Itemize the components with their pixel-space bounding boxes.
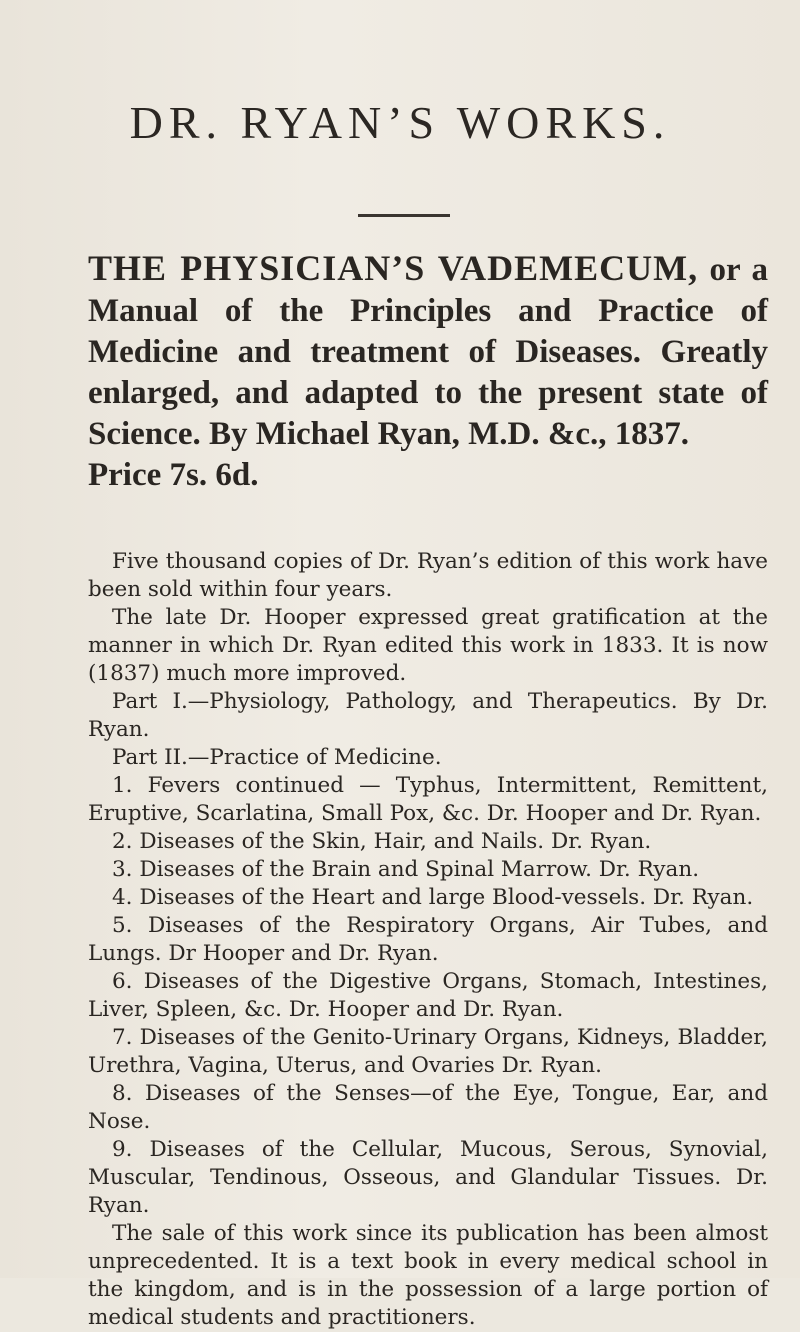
list-item: 2. Diseases of the Skin, Hair, and Nails. Dr. Ryan. (112, 829, 652, 854)
paragraph-part-1: Part I.—Physiology, Pathology, and Therapeutics. By Dr. Ryan. (88, 689, 768, 742)
list-item: 5. Diseases of the Respiratory Organs, Air Tubes, and Lungs. Dr Hooper and Dr. Ryan. (88, 913, 768, 966)
list-item: 7. Diseases of the Genito-Urinary Organs, Kidneys, Bladder, Urethra, Vagina, Uterus, and Ovaries Dr. Ryan. (88, 1025, 768, 1078)
paragraph-part-2: Part II.—Practice of Medicine. (112, 745, 442, 770)
paragraph-hooper: The late Dr. Hooper expressed great gratification at the manner in which Dr. Ryan edited this work in 1833. It is now (1837) much more improved. (88, 605, 768, 686)
list-item: 3. Diseases of the Brain and Spinal Marrow. Dr. Ryan. (112, 857, 700, 882)
list-item: 8. Diseases of the Senses—of the Eye, Tongue, Ear, and Nose. (88, 1081, 768, 1134)
list-item: 6. Diseases of the Digestive Organs, Stomach, Intestines, Liver, Spleen, &c. Dr. Hooper and Dr. Ryan. (88, 969, 768, 1022)
page-title: DR. RYAN’S WORKS. (129, 97, 671, 148)
book-title-block (88, 248, 768, 496)
list-item: 9. Diseases of the Cellular, Mucous, Serous, Synovial, Muscular, Tendinous, Osseous, and Glandular Tissues. Dr. Ryan. (88, 1137, 768, 1218)
title-divider (358, 214, 450, 217)
paragraph-sales: Five thousand copies of Dr. Ryan’s edition of this work have been sold within four years. (88, 549, 768, 602)
book-description (88, 548, 768, 1332)
book-title: THE PHYSICIAN’S VADEMECUM, (88, 248, 699, 288)
list-item: 4. Diseases of the Heart and large Blood-vessels. Dr. Ryan. (112, 885, 754, 910)
list-item: 1. Fevers continued — Typhus, Intermittent, Remittent, Eruptive, Scarlatina, Small Pox, &c. Dr. Hooper and Dr. Ryan. (88, 773, 768, 826)
book-subtitle: or a Manual of the Principles and Practice of Medicine and treatment of Diseases. Greatly enlarged, and adapted to the present state of Science. By Michael Ryan, M.D. &c., 1837. (88, 252, 768, 452)
book-price: Price 7s. 6d. (88, 457, 259, 493)
paragraph-sale-summary: The sale of this work since its publication has been almost unprecedented. It is a text book in every medical school in the kingdom, and is in the possession of a large portion of medical students and practitioners. (88, 1221, 768, 1330)
